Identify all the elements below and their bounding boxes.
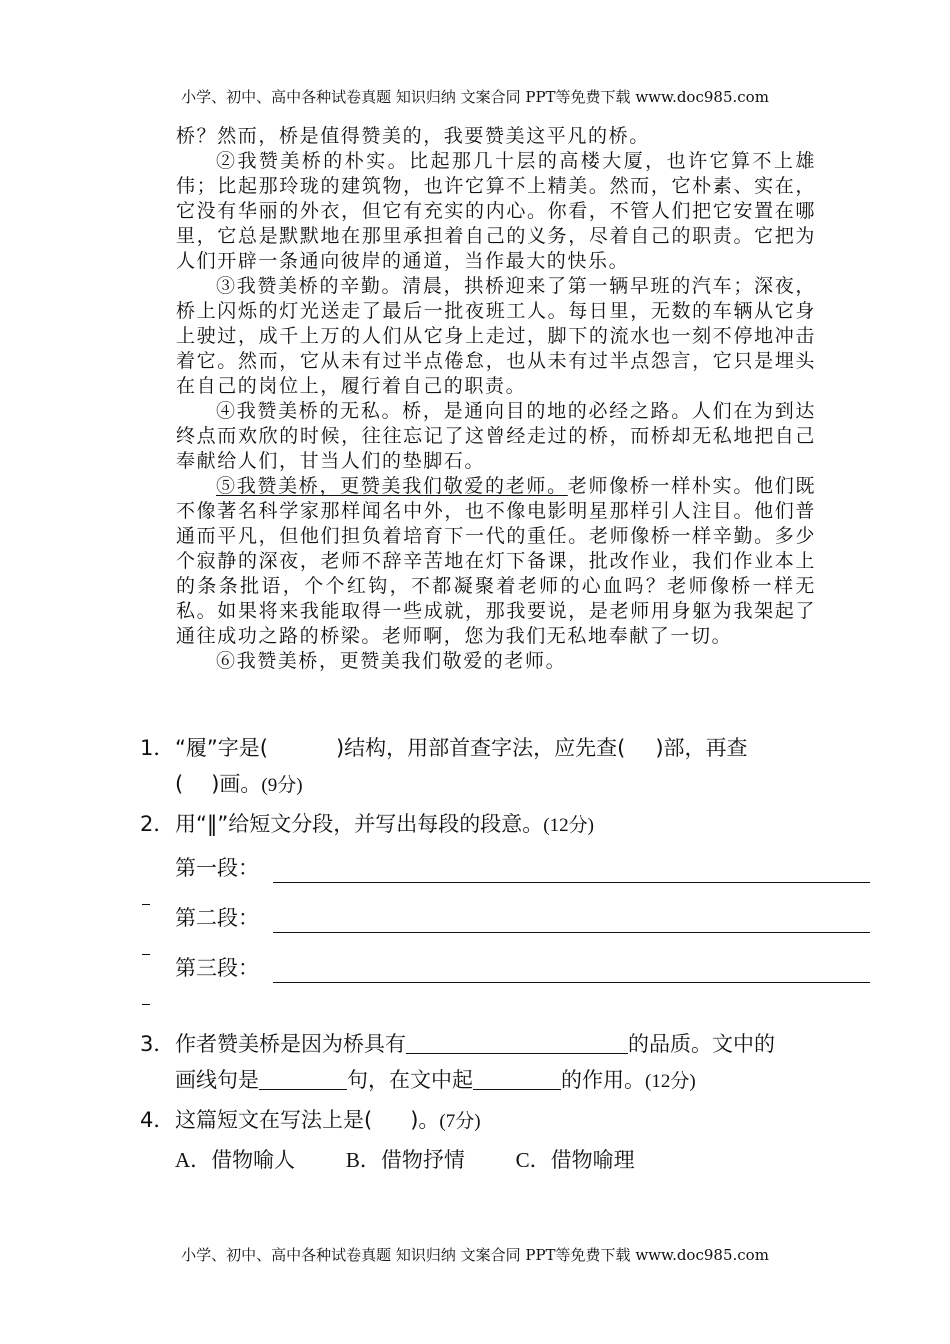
option-b[interactable]: B．借物抒情 bbox=[345, 1148, 465, 1172]
answer-row-section-3 bbox=[140, 944, 840, 994]
question-number: 3． bbox=[140, 1032, 175, 1056]
q3-text-d: 句，在文中起 bbox=[347, 1068, 473, 1092]
q2-text: 用“‖”给短文分段，并写出每段的段意。 bbox=[175, 812, 544, 836]
q3-blank-3[interactable] bbox=[473, 1067, 561, 1090]
reading-passage bbox=[176, 124, 816, 674]
paragraph-5 bbox=[176, 474, 816, 649]
question-3 bbox=[140, 1028, 840, 1104]
section-2-label: 第二段： bbox=[175, 906, 259, 930]
dash-mark bbox=[142, 904, 150, 905]
paragraph-5-rest: 老师像桥一样朴实。他们既不像著名科学家那样闻名中外，也不像电影明星那样引人注目。他们普通而平凡，但他们担负着培育下一代的重任。老师像桥一样辛勤。多少个寂静的深夜，老师不辞辛苦地在灯下备课，批改作业，我们作业本上的条条批语，个个红钩，不都凝聚着老师的心血吗？老师像桥一样无私。如果将来我能取得一些成就，那我要说，是老师用身躯为我架起了通往成功之路的桥梁。老师啊，您为我们无私地奉献了一切。 bbox=[176, 475, 817, 647]
option-c[interactable]: C．借物喻理 bbox=[515, 1148, 635, 1172]
q3-text-b: 的品质。文中的 bbox=[628, 1032, 775, 1056]
q3-blank-2[interactable] bbox=[259, 1067, 347, 1090]
q1-points: (9分) bbox=[261, 775, 303, 796]
section-3-blank[interactable] bbox=[273, 982, 870, 983]
paragraph-4: ④我赞美桥的无私。桥，是通向目的地的必经之路。人们在为到达终点而欢欣的时候，往往忘记了这曾经走过的桥，而桥却无私地把自己奉献给人们，甘当人们的垫脚石。 bbox=[176, 400, 816, 472]
q1-text-a: “履”字是( bbox=[175, 736, 268, 760]
q3-blank-1[interactable] bbox=[406, 1031, 628, 1054]
q1-text-e: )画。 bbox=[211, 772, 262, 796]
section-2-blank[interactable] bbox=[273, 932, 870, 933]
page-header: 小学、初中、高中各种试卷真题 知识归纳 文案合同 PPT等免费下载 www.doc985.com bbox=[181, 88, 769, 106]
question-number: 4． bbox=[140, 1108, 175, 1132]
q3-text-e: 的作用。 bbox=[561, 1068, 645, 1092]
section-1-blank[interactable] bbox=[273, 882, 870, 883]
question-1 bbox=[140, 732, 840, 808]
option-a[interactable]: A．借物喻人 bbox=[175, 1148, 296, 1172]
q3-text-a: 作者赞美桥是因为桥具有 bbox=[175, 1032, 406, 1056]
dash-mark bbox=[142, 1004, 150, 1005]
paragraph-1-end: 桥？然而，桥是值得赞美的，我要赞美这平凡的桥。 bbox=[176, 125, 650, 147]
q4-text: 这篇短文在写法上是( bbox=[175, 1108, 373, 1132]
q4-points: (7分) bbox=[439, 1111, 481, 1132]
paragraph-6: ⑥我赞美桥，更赞美我们敬爱的老师。 bbox=[216, 650, 567, 672]
question-number: 1． bbox=[140, 736, 175, 760]
dash-mark bbox=[142, 954, 150, 955]
answer-row-section-2 bbox=[140, 894, 840, 944]
question-number: 2． bbox=[140, 812, 175, 836]
paragraph-3: ③我赞美桥的辛勤。清晨，拱桥迎来了第一辆早班的汽车；深夜，桥上闪烁的灯光送走了最后一批夜班工人。每日里，无数的车辆从它身上驶过，成千上万的人们从它身上走过，脚下的流水也一刻不停地冲击着它。然而，它从未有过半点倦怠，也从未有过半点怨言，它只是埋头在自己的岗位上，履行着自己的职责。 bbox=[176, 275, 816, 397]
q3-points: (12分) bbox=[645, 1071, 696, 1092]
questions-section bbox=[140, 732, 840, 1180]
spacer bbox=[140, 994, 840, 1028]
q3-text-c: 画线句是 bbox=[175, 1068, 259, 1092]
q1-text-b: )结构，用部首查字法，应先查( bbox=[335, 736, 626, 760]
underlined-sentence: ⑤我赞美桥，更赞美我们敬爱的老师。 bbox=[216, 475, 568, 497]
section-3-label: 第三段： bbox=[175, 956, 259, 980]
question-2 bbox=[140, 808, 840, 844]
section-1-label: 第一段： bbox=[175, 856, 259, 880]
q4-text-end: )。 bbox=[410, 1108, 440, 1132]
q2-points: (12分) bbox=[543, 815, 594, 836]
q1-text-c: )部，再查 bbox=[655, 736, 748, 760]
answer-row-section-1 bbox=[140, 844, 840, 894]
q1-text-d: ( bbox=[175, 772, 184, 796]
q4-options bbox=[140, 1140, 840, 1180]
page-footer: 小学、初中、高中各种试卷真题 知识归纳 文案合同 PPT等免费下载 www.doc985.com bbox=[181, 1246, 769, 1264]
paragraph-2: ②我赞美桥的朴实。比起那几十层的高楼大厦，也许它算不上雄伟；比起那玲珑的建筑物，也许它算不上精美。然而，它朴素、实在，它没有华丽的外衣，但它有充实的内心。你看，不管人们把它安置在哪里，它总是默默地在那里承担着自己的义务，尽着自己的职责。它把为人们开辟一条通向彼岸的通道，当作最大的快乐。 bbox=[176, 150, 816, 272]
question-4 bbox=[140, 1104, 840, 1140]
